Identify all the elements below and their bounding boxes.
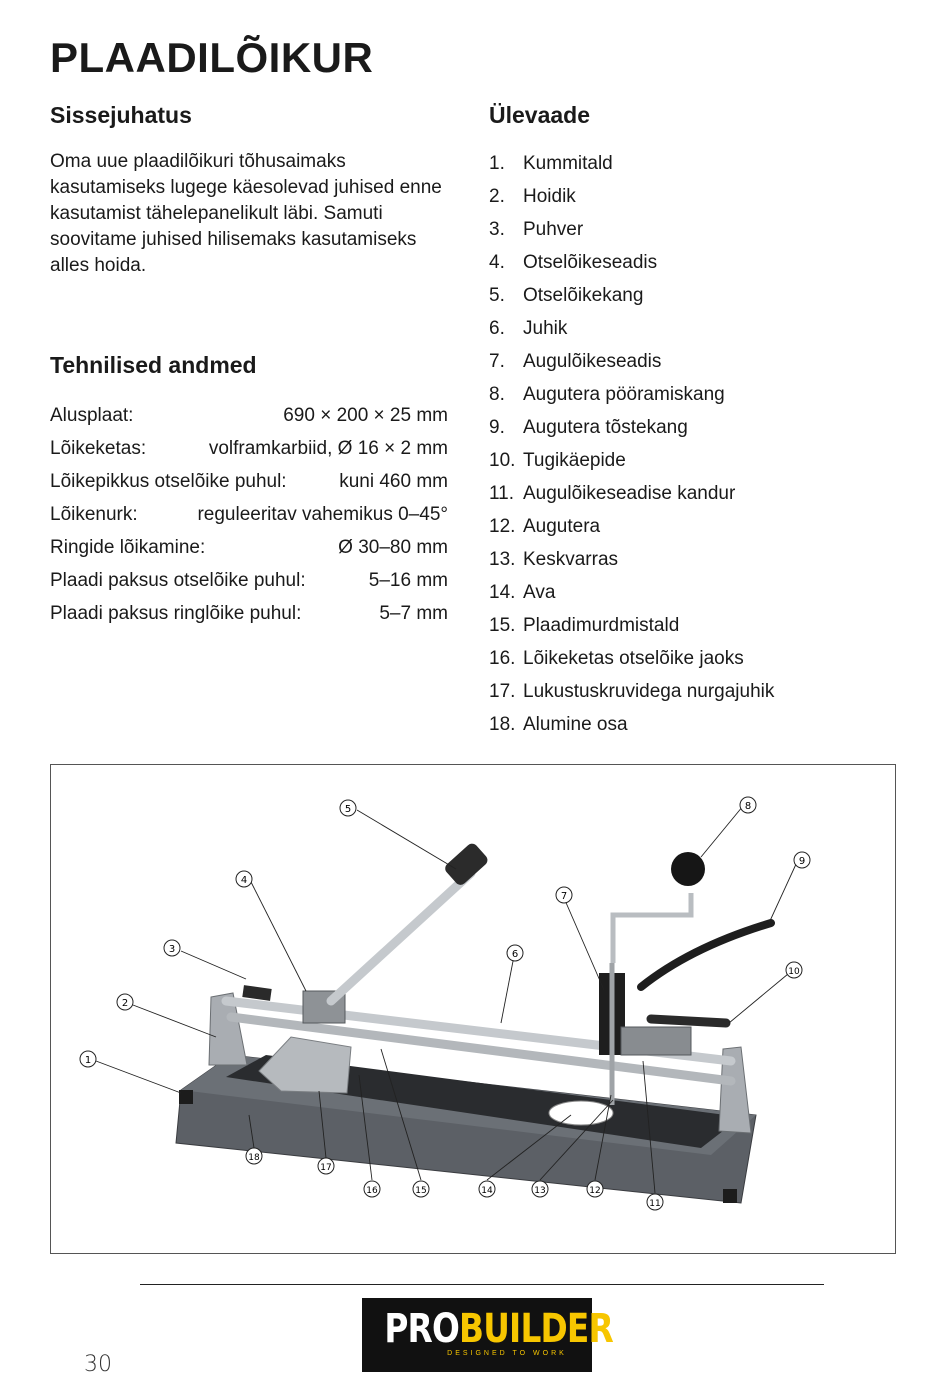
spec-value: 690 × 200 × 25 mm bbox=[283, 405, 448, 426]
item-number: 4. bbox=[489, 252, 505, 273]
item-label: Ava bbox=[523, 582, 556, 603]
list-item bbox=[489, 215, 919, 248]
callout-10 bbox=[786, 962, 802, 978]
item-number: 2. bbox=[489, 186, 505, 207]
svg-text:1: 1 bbox=[84, 1055, 92, 1066]
callout-12 bbox=[587, 1181, 603, 1197]
spec-label: Lõikenurk: bbox=[50, 504, 138, 525]
spec-label: Alusplaat: bbox=[50, 405, 134, 426]
spec-row bbox=[50, 399, 448, 432]
spec-row bbox=[50, 531, 448, 564]
svg-text:3: 3 bbox=[168, 944, 176, 955]
callout-5 bbox=[340, 800, 356, 816]
item-label: Alumine osa bbox=[523, 714, 628, 735]
svg-text:9: 9 bbox=[798, 856, 806, 867]
callout-18 bbox=[246, 1148, 262, 1164]
spec-row bbox=[50, 564, 448, 597]
spec-table bbox=[50, 399, 448, 630]
logo-wordmark bbox=[384, 1306, 613, 1352]
list-item bbox=[489, 677, 919, 710]
spec-value: reguleeritav vahemikus 0–45° bbox=[197, 504, 448, 525]
callout-2 bbox=[117, 994, 133, 1010]
list-item bbox=[489, 578, 919, 611]
item-label: Keskvarras bbox=[523, 549, 619, 570]
item-label: Otselõikekang bbox=[523, 285, 644, 306]
item-number: 6. bbox=[489, 318, 505, 339]
list-item bbox=[489, 314, 919, 347]
list-item bbox=[489, 182, 919, 215]
spec-value: Ø 30–80 mm bbox=[338, 537, 448, 558]
hole-opening bbox=[549, 1101, 613, 1125]
callout-9 bbox=[794, 852, 810, 868]
logo-part-pro: PRO bbox=[384, 1306, 460, 1352]
svg-text:7: 7 bbox=[560, 891, 568, 902]
item-number: 13. bbox=[489, 549, 516, 570]
item-number: 1. bbox=[489, 153, 505, 174]
item-number: 7. bbox=[489, 351, 505, 372]
list-item bbox=[489, 644, 919, 677]
straight-lever-grip bbox=[443, 841, 490, 887]
svg-text:12: 12 bbox=[589, 1186, 601, 1196]
footer-divider bbox=[140, 1284, 824, 1285]
callout-11 bbox=[647, 1194, 663, 1210]
list-item bbox=[489, 545, 919, 578]
svg-text:5: 5 bbox=[344, 804, 352, 815]
list-item bbox=[489, 149, 919, 182]
spec-label: Plaadi paksus otselõike puhul: bbox=[50, 570, 306, 591]
item-label: Hoidik bbox=[523, 186, 576, 207]
introduction-text: Oma uue plaadilõikuri tõhusaimaks kasutamiseks lugege käesolevad juhised enne kasutamist tähelepanelikult läbi. Samuti soovitame juhised hilisemaks kasutamiseks alles hoida. bbox=[50, 151, 442, 276]
spec-label: Plaadi paksus ringlõike puhul: bbox=[50, 603, 302, 624]
callout-4 bbox=[236, 871, 252, 887]
page-title: PLAADILÕIKUR bbox=[50, 34, 374, 81]
rubber-foot bbox=[179, 1090, 193, 1104]
spec-value: 5–7 mm bbox=[379, 603, 448, 624]
item-label: Augutera tõstekang bbox=[523, 417, 688, 438]
item-label: Lõikeketas otselõike jaoks bbox=[523, 648, 744, 669]
item-number: 18. bbox=[489, 714, 516, 735]
item-number: 15. bbox=[489, 615, 516, 636]
callout-17 bbox=[318, 1158, 334, 1174]
crank-knob bbox=[671, 852, 705, 886]
svg-text:11: 11 bbox=[649, 1199, 661, 1209]
item-label: Tugikäepide bbox=[523, 450, 626, 471]
svg-text:6: 6 bbox=[511, 949, 519, 960]
item-number: 12. bbox=[489, 516, 516, 537]
callout-16 bbox=[364, 1181, 380, 1197]
spec-value: kuni 460 mm bbox=[339, 471, 448, 492]
callout-15 bbox=[413, 1181, 429, 1197]
spec-value: volframkarbiid, Ø 16 × 2 mm bbox=[208, 438, 448, 459]
technical-heading: Tehnilised andmed bbox=[50, 352, 257, 378]
item-label: Augutera bbox=[523, 516, 601, 537]
item-number: 14. bbox=[489, 582, 516, 603]
introduction-heading: Sissejuhatus bbox=[50, 102, 192, 128]
page-number: 30 bbox=[84, 1352, 112, 1377]
overview-heading: Ülevaade bbox=[489, 102, 591, 128]
list-item bbox=[489, 710, 919, 743]
spec-value: 5–16 mm bbox=[368, 570, 448, 591]
tile-cutter-figure bbox=[50, 764, 896, 1254]
logo-part-builder: BUILDER bbox=[459, 1306, 613, 1352]
item-label: Otselõikeseadis bbox=[523, 252, 658, 273]
list-item bbox=[489, 281, 919, 314]
callout-14 bbox=[479, 1181, 495, 1197]
spec-row bbox=[50, 597, 448, 630]
svg-text:17: 17 bbox=[320, 1163, 332, 1173]
item-number: 11. bbox=[489, 483, 515, 504]
svg-text:16: 16 bbox=[366, 1186, 378, 1196]
svg-text:14: 14 bbox=[481, 1186, 493, 1196]
svg-text:10: 10 bbox=[788, 967, 800, 977]
list-item bbox=[489, 512, 919, 545]
item-label: Puhver bbox=[523, 219, 584, 240]
spec-row bbox=[50, 498, 448, 531]
list-item bbox=[489, 446, 919, 479]
support-handle bbox=[651, 1019, 726, 1023]
item-label: Juhik bbox=[523, 318, 568, 339]
left-column bbox=[50, 102, 450, 624]
straight-lever bbox=[331, 873, 471, 1001]
spec-label: Ringide lõikamine: bbox=[50, 537, 206, 558]
svg-text:15: 15 bbox=[415, 1186, 427, 1196]
lift-lever bbox=[641, 923, 771, 987]
callout-6 bbox=[507, 945, 523, 961]
item-number: 8. bbox=[489, 384, 505, 405]
callout-7 bbox=[556, 887, 572, 903]
buffer bbox=[242, 985, 271, 1001]
svg-text:18: 18 bbox=[248, 1153, 260, 1163]
spec-label: Lõikeketas: bbox=[50, 438, 147, 459]
spec-row bbox=[50, 465, 448, 498]
spec-row bbox=[50, 432, 448, 465]
list-item bbox=[489, 479, 919, 512]
list-item bbox=[489, 611, 919, 644]
tile-cutter-illustration bbox=[51, 765, 897, 1255]
item-number: 16. bbox=[489, 648, 516, 669]
logo-tagline: DESIGNED TO WORK bbox=[447, 1350, 567, 1357]
list-item bbox=[489, 347, 919, 380]
right-column bbox=[489, 102, 919, 743]
item-label: Augulõikeseadis bbox=[523, 351, 662, 372]
crank-arm bbox=[613, 893, 691, 963]
rubber-foot bbox=[723, 1189, 737, 1203]
item-label: Plaadimurdmistald bbox=[523, 615, 680, 636]
item-number: 9. bbox=[489, 417, 505, 438]
item-label: Kummitald bbox=[523, 153, 613, 174]
svg-text:13: 13 bbox=[534, 1186, 546, 1196]
probuilder-logo bbox=[362, 1298, 613, 1372]
item-number: 17. bbox=[489, 681, 516, 702]
list-item bbox=[489, 413, 919, 446]
callout-13 bbox=[532, 1181, 548, 1197]
item-label: Augulõikeseadise kandur bbox=[523, 483, 736, 504]
spec-label: Lõikepikkus otselõike puhul: bbox=[50, 471, 287, 492]
callout-8 bbox=[740, 797, 756, 813]
callout-1 bbox=[80, 1051, 96, 1067]
item-number: 3. bbox=[489, 219, 505, 240]
item-label: Augutera pööramiskang bbox=[523, 384, 725, 405]
list-item bbox=[489, 380, 919, 413]
item-number: 5. bbox=[489, 285, 505, 306]
svg-text:4: 4 bbox=[240, 875, 248, 886]
svg-text:8: 8 bbox=[744, 801, 752, 812]
item-label: Lukustuskruvidega nurgajuhik bbox=[523, 681, 775, 702]
item-number: 10. bbox=[489, 450, 516, 471]
callout-3 bbox=[164, 940, 180, 956]
overview-list bbox=[489, 149, 919, 743]
svg-text:2: 2 bbox=[121, 998, 129, 1009]
list-item bbox=[489, 248, 919, 281]
hole-cutter-carrier bbox=[621, 1027, 691, 1055]
